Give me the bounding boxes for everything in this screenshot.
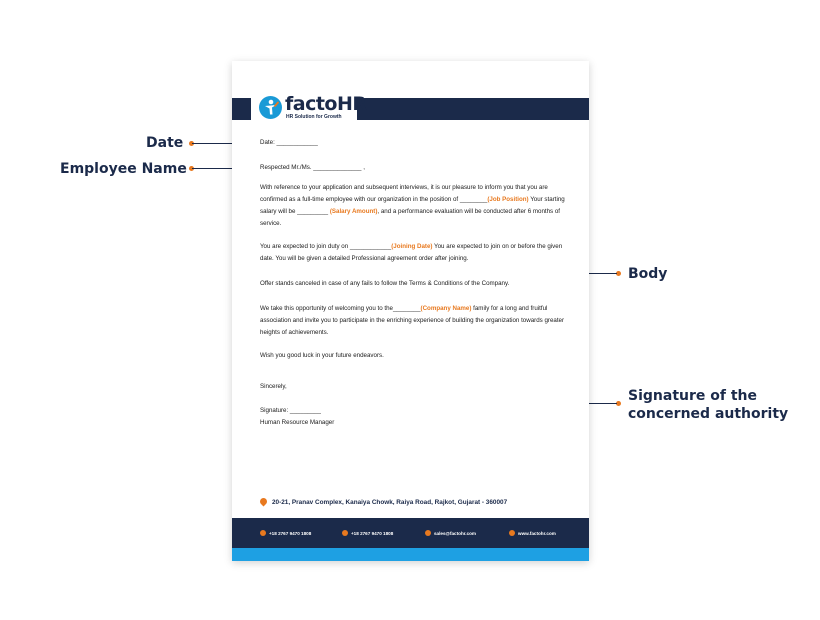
salary-amount-placeholder: (Salary Amount) xyxy=(329,208,378,215)
footer-website xyxy=(509,530,556,536)
salutation: Respected Mr./Ms. ______________ , xyxy=(260,164,365,171)
date-annotation-label: Date xyxy=(146,135,184,151)
footer-phone-2-text: +18 2767 9470 1808 xyxy=(351,531,394,536)
signature-line: Signature: _________ xyxy=(260,407,321,414)
logo-tagline: HR Solution for Growth xyxy=(286,114,342,120)
job-position-placeholder: (Job Position) xyxy=(487,196,529,203)
body-annotation-label: Body xyxy=(628,266,668,282)
location-pin-icon xyxy=(259,497,269,507)
paragraph-confirmation xyxy=(260,182,565,230)
p4-text-a: We take this opportunity of welcoming you to the________ xyxy=(260,305,421,312)
p1-text-b: Your starting salary will be _________ xyxy=(260,196,565,215)
company-name-placeholder: (Company Name) xyxy=(420,305,472,312)
closing: Sincerely, xyxy=(260,383,287,390)
paragraph-welcome xyxy=(260,303,565,339)
designation: Human Resource Manager xyxy=(260,419,335,426)
address-text: 20-21, Pranav Complex, Kanaiya Chowk, Raiya Road, Rajkot, Gujarat - 360007 xyxy=(272,499,508,506)
joining-date-placeholder: (Joining Date) xyxy=(391,243,433,250)
email-icon xyxy=(425,530,431,536)
p1-text-a: With reference to your application and subsequent interviews, it is our pleasure to inform you that you are confirmed as a full-time employee with our organization in the position of ________ xyxy=(260,184,548,203)
logo-figure-icon xyxy=(259,96,282,119)
paragraph-terms: Offer stands canceled in case of any fails to follow the Terms & Conditions of the Company. xyxy=(260,280,510,287)
p2-text-a: You are expected to join duty on ____________ xyxy=(260,243,392,250)
paragraph-joining xyxy=(260,241,565,265)
p2-text-b: You are expected to join on or before the given date. You will be given a detailed Professional agreement order after joining. xyxy=(260,243,563,262)
header-band-left xyxy=(232,98,251,120)
phone-icon xyxy=(260,530,266,536)
signature-annotation-label-line2: concerned authority xyxy=(628,406,789,422)
employee-name-annotation-label: Employee Name xyxy=(60,161,187,177)
logo-name: factoHR xyxy=(285,93,367,115)
footer-email-text: sales@factohr.com xyxy=(434,531,477,536)
footer-accent-bar xyxy=(232,548,589,561)
offer-letter-document xyxy=(232,61,589,561)
footer-phone-1 xyxy=(260,530,311,536)
date-line: Date: ____________ xyxy=(260,139,318,146)
signature-annotation-label-line1: Signature of the xyxy=(628,388,757,404)
footer-website-text: www.factohr.com xyxy=(518,531,556,536)
p1-text-c: , and a performance evaluation will be conducted after 6 months of service. xyxy=(260,208,561,227)
p4-text-b: family for a long and fruitful association and invite you to participate in the enriching experience of building the organization towards greater heights of achievements. xyxy=(260,305,565,336)
header-band-right xyxy=(357,98,589,120)
footer-phone-1-text: +18 2767 9470 1808 xyxy=(269,531,312,536)
address-line xyxy=(260,498,507,506)
footer-bar xyxy=(232,518,589,548)
paragraph-wishes: Wish you good luck in your future endeavors. xyxy=(260,352,384,359)
footer-phone-2 xyxy=(342,530,393,536)
globe-icon xyxy=(509,530,515,536)
footer-email xyxy=(425,530,476,536)
telephone-icon xyxy=(342,530,348,536)
